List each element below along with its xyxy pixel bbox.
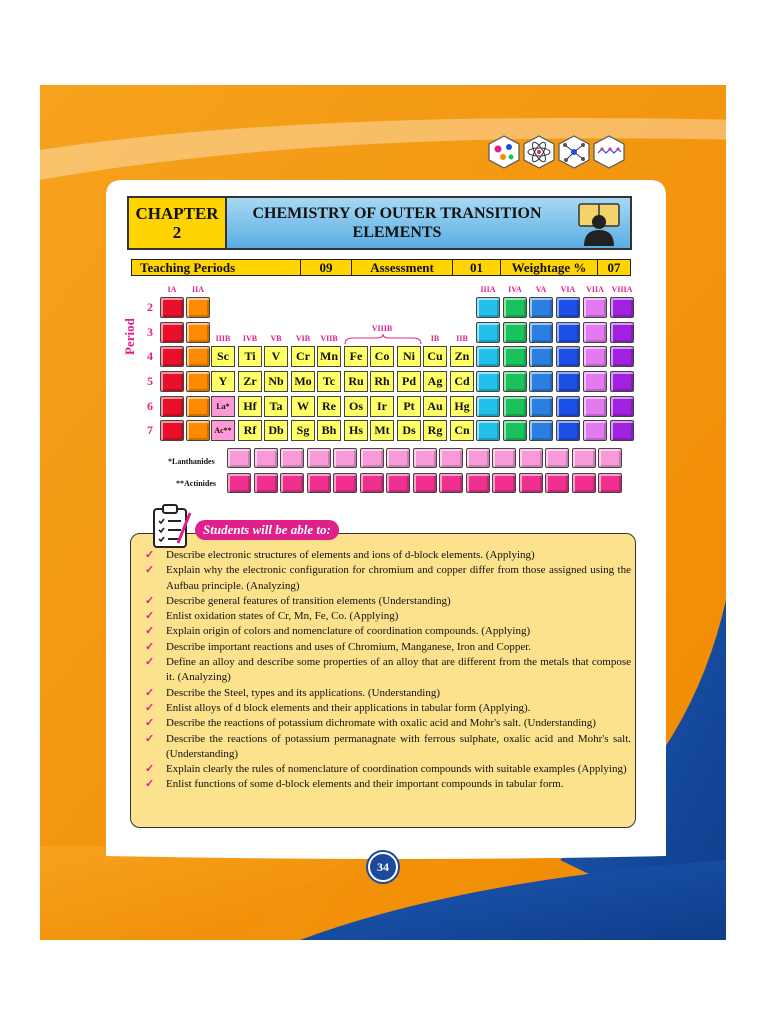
- outcome-item: [145, 732, 631, 763]
- s-block-cell: [186, 322, 210, 343]
- outcome-item: [145, 640, 631, 655]
- outcome-item: [145, 609, 631, 624]
- element-cell: Pd: [397, 371, 421, 392]
- p-block-cell: [610, 297, 634, 318]
- chapter-title-line1: CHEMISTRY OF OUTER TRANSITION: [252, 205, 542, 222]
- p-block-cell: [610, 346, 634, 367]
- element-cell: Ta: [264, 396, 288, 417]
- s-block-cell: [186, 346, 210, 367]
- element-cell: Hg: [450, 396, 474, 417]
- element-cell: Ir: [370, 396, 394, 417]
- actinide-cell: [519, 473, 543, 493]
- period-axis-label: Period: [122, 318, 137, 355]
- group-label: IB: [430, 334, 440, 343]
- outcomes-list: [145, 548, 631, 793]
- course-stats-bar: [131, 259, 631, 276]
- check-icon: ✓: [145, 763, 155, 776]
- check-icon: ✓: [145, 610, 155, 623]
- p-block-cell: [503, 420, 527, 441]
- check-icon: ✓: [145, 564, 155, 577]
- element-cell: Tc: [317, 371, 341, 392]
- p-block-cell: [556, 346, 580, 367]
- lanthanide-cell: [439, 448, 463, 468]
- p-block-cell: [529, 322, 553, 343]
- outcome-text: Enlist functions of some d-block elements and their important compounds in tabular form.: [166, 778, 564, 791]
- lanthanide-cell: [227, 448, 251, 468]
- p-block-cell: [476, 346, 500, 367]
- p-block-cell: [529, 346, 553, 367]
- lanthanide-cell: [254, 448, 278, 468]
- lanthanide-cell: [413, 448, 437, 468]
- element-cell: V: [264, 346, 288, 367]
- p-block-cell: [476, 420, 500, 441]
- outcome-item: [145, 701, 631, 716]
- group-label-viiib: VIIIB: [371, 324, 393, 333]
- lanthanides-label: *Lanthanides: [168, 457, 215, 466]
- outcome-text: Explain why the electronic configuration for chromium and copper differ from those assigned using the Aufbau principle. (Analyzing): [166, 564, 631, 592]
- p-block-cell: [583, 420, 607, 441]
- element-cell: Au: [423, 396, 447, 417]
- outcome-item: [145, 624, 631, 639]
- element-cell: Cu: [423, 346, 447, 367]
- group-label: IA: [167, 285, 177, 294]
- element-cell: Hs: [344, 420, 368, 441]
- checklist-icon: [150, 503, 194, 549]
- lanthanide-cell: [492, 448, 516, 468]
- p-block-cell: [476, 371, 500, 392]
- element-cell: Hf: [238, 396, 262, 417]
- group-label: VIB: [295, 334, 311, 343]
- element-cell: Cr: [291, 346, 315, 367]
- teaching-periods-label: Teaching Periods: [132, 260, 301, 275]
- s-block-cell: [160, 346, 184, 367]
- group-label: IIIB: [215, 334, 231, 343]
- p-block-cell: [583, 297, 607, 318]
- actinide-cell: [333, 473, 357, 493]
- actinide-cell: [466, 473, 490, 493]
- p-block-cell: [583, 346, 607, 367]
- outcome-text: Describe electronic structures of elements and ions of d-block elements. (Applying): [166, 549, 535, 561]
- lanthanide-cell: [598, 448, 622, 468]
- element-cell: Mt: [370, 420, 394, 441]
- element-cell: Os: [344, 396, 368, 417]
- p-block-cell: [503, 346, 527, 367]
- p-block-cell: [529, 396, 553, 417]
- chapter-number: 2: [172, 223, 182, 242]
- s-block-cell: [160, 371, 184, 392]
- period-number: 5: [147, 374, 153, 388]
- p-block-cell: [556, 396, 580, 417]
- s-block-cell: [186, 396, 210, 417]
- group-label: IIA: [191, 285, 204, 294]
- actinide-cell: [413, 473, 437, 493]
- p-block-cell: [529, 420, 553, 441]
- element-cell: Re: [317, 396, 341, 417]
- outcome-text: Describe the reactions of potassium permanagnate with ferrous sulphate, oxalic acid and Mohr's salt. (Understanding): [166, 732, 631, 760]
- network-icon: [557, 135, 591, 169]
- lanthanide-cell: [360, 448, 384, 468]
- outcome-text: Explain origin of colors and nomenclature of coordination compounds. (Applying): [166, 625, 531, 638]
- s-block-cell: [160, 297, 184, 318]
- p-block-cell: [503, 396, 527, 417]
- outcome-text: Enlist alloys of d block elements and their applications in tabular form (Applying).: [166, 701, 531, 714]
- actinide-cell: [227, 473, 251, 493]
- chapter-title: [227, 204, 567, 242]
- element-cell: Ac**: [211, 420, 235, 441]
- group-label: IIIA: [480, 285, 496, 294]
- element-cell: Ag: [423, 371, 447, 392]
- actinide-cell: [254, 473, 278, 493]
- p-block-cell: [503, 322, 527, 343]
- chapter-title-line2: ELEMENTS: [352, 224, 442, 241]
- actinide-cell: [572, 473, 596, 493]
- element-cell: Ni: [397, 346, 421, 367]
- lanthanide-cell: [572, 448, 596, 468]
- p-block-cell: [556, 322, 580, 343]
- period-number: 3: [147, 325, 153, 339]
- lanthanide-cell: [307, 448, 331, 468]
- outcome-item: [145, 594, 631, 609]
- chapter-number-box: [127, 196, 227, 250]
- outcome-text: Enlist oxidation states of Cr, Mn, Fe, Co. (Applying): [166, 610, 399, 623]
- element-cell: Cd: [450, 371, 474, 392]
- outcome-item: [145, 686, 631, 701]
- p-block-cell: [529, 297, 553, 318]
- chapter-label: CHAPTER: [135, 204, 219, 223]
- p-block-cell: [583, 322, 607, 343]
- chain-icon: [592, 135, 626, 169]
- check-icon: ✓: [145, 686, 155, 699]
- element-cell: Fe: [344, 346, 368, 367]
- lanthanide-cell: [466, 448, 490, 468]
- element-cell: La*: [211, 396, 235, 417]
- period-number: 7: [147, 423, 153, 437]
- check-icon: ✓: [145, 717, 155, 730]
- element-cell: Rg: [423, 420, 447, 441]
- assessment-value: 01: [453, 260, 501, 275]
- page-number: 34: [368, 852, 398, 882]
- p-block-cell: [556, 297, 580, 318]
- element-cell: Db: [264, 420, 288, 441]
- s-block-cell: [186, 297, 210, 318]
- check-icon: ✓: [145, 594, 155, 607]
- element-cell: Zr: [238, 371, 262, 392]
- element-cell: Rh: [370, 371, 394, 392]
- outcome-item: [145, 762, 631, 777]
- group-label: VIA: [560, 285, 576, 294]
- p-block-cell: [610, 322, 634, 343]
- actinide-cell: [280, 473, 304, 493]
- p-block-cell: [556, 371, 580, 392]
- outcome-item: [145, 777, 631, 792]
- group-label: VIIB: [320, 334, 338, 343]
- p-block-cell: [503, 297, 527, 318]
- outcome-text: Explain clearly the rules of nomenclature of coordination compounds with suitable examples (Applying): [166, 763, 627, 776]
- lanthanide-cell: [519, 448, 543, 468]
- weightage-value: 07: [607, 259, 621, 275]
- p-block-cell: [583, 396, 607, 417]
- element-cell: Mo: [291, 371, 315, 392]
- actinide-cell: [439, 473, 463, 493]
- outcome-text: Describe important reactions and uses of Chromium, Manganese, Iron and Copper.: [166, 640, 532, 653]
- element-cell: Cn: [450, 420, 474, 441]
- actinide-cell: [598, 473, 622, 493]
- p-block-cell: [610, 420, 634, 441]
- period-number: 4: [147, 349, 153, 363]
- actinide-cell: [360, 473, 384, 493]
- element-cell: Pt: [397, 396, 421, 417]
- actinides-label: **Actinides: [176, 479, 216, 488]
- actinide-cell: [545, 473, 569, 493]
- outcomes-title: Students will be able to:: [195, 520, 339, 540]
- check-icon: ✓: [145, 625, 155, 638]
- p-block-cell: [503, 371, 527, 392]
- s-block-cell: [186, 420, 210, 441]
- group-label: VB: [270, 334, 282, 343]
- outcome-item: [145, 548, 631, 563]
- period-number: 6: [147, 399, 153, 413]
- outcome-item: [145, 655, 631, 686]
- element-cell: Sc: [211, 346, 235, 367]
- element-cell: Ti: [238, 346, 262, 367]
- check-icon: ✓: [145, 778, 155, 791]
- check-icon: ✓: [145, 549, 155, 561]
- outcome-item: [145, 563, 631, 594]
- chapter-title-box: [227, 196, 632, 250]
- p-block-cell: [476, 396, 500, 417]
- lanthanide-cell: [545, 448, 569, 468]
- check-icon: ✓: [145, 732, 155, 745]
- s-block-cell: [160, 322, 184, 343]
- atom-icon: [522, 135, 556, 169]
- s-block-cell: [160, 420, 184, 441]
- lanthanide-cell: [386, 448, 410, 468]
- group-label: VA: [535, 285, 547, 294]
- group-label: VIIA: [586, 285, 604, 294]
- lanthanide-cell: [280, 448, 304, 468]
- element-cell: W: [291, 396, 315, 417]
- element-cell: Ds: [397, 420, 421, 441]
- outcome-item: [145, 716, 631, 731]
- element-cell: Co: [370, 346, 394, 367]
- p-block-cell: [529, 371, 553, 392]
- element-cell: Nb: [264, 371, 288, 392]
- element-cell: Sg: [291, 420, 315, 441]
- element-cell: Bh: [317, 420, 341, 441]
- actinide-cell: [386, 473, 410, 493]
- check-icon: ✓: [145, 640, 155, 653]
- group-label: IVB: [242, 334, 258, 343]
- p-block-cell: [476, 322, 500, 343]
- p-block-cell: [610, 396, 634, 417]
- outcome-text: Describe general features of transition elements (Understanding): [166, 594, 451, 607]
- group-label: IIB: [456, 334, 468, 343]
- lanthanide-cell: [333, 448, 357, 468]
- actinide-cell: [492, 473, 516, 493]
- period-number: 2: [147, 300, 153, 314]
- check-icon: ✓: [145, 656, 155, 669]
- s-block-cell: [160, 396, 184, 417]
- weightage-label: Weightage %: [501, 260, 598, 275]
- outcome-text: Describe the Steel, types and its applications. (Understanding): [166, 686, 441, 699]
- p-block-cell: [476, 297, 500, 318]
- s-block-cell: [186, 371, 210, 392]
- teaching-periods-value: 09: [301, 260, 352, 275]
- element-cell: Zn: [450, 346, 474, 367]
- assessment-label: Assessment: [352, 260, 453, 275]
- element-cell: Rf: [238, 420, 262, 441]
- group-label: IVA: [508, 285, 522, 294]
- element-cell: Y: [211, 371, 235, 392]
- group-label: VIIIA: [611, 285, 633, 294]
- reader-icon: [576, 202, 622, 246]
- outcome-text: Define an alloy and describe some properties of an alloy that are different from the metals that compose it. (Analyzing): [166, 656, 631, 684]
- molecule-icon: [487, 135, 521, 169]
- check-icon: ✓: [145, 701, 155, 714]
- p-block-cell: [556, 420, 580, 441]
- actinide-cell: [307, 473, 331, 493]
- viiib-brace: [343, 333, 423, 345]
- outcome-text: Describe the reactions of potassium dichromate with oxalic acid and Mohr's salt. (Understanding): [166, 717, 596, 730]
- p-block-cell: [610, 371, 634, 392]
- p-block-cell: [583, 371, 607, 392]
- element-cell: Ru: [344, 371, 368, 392]
- element-cell: Mn: [317, 346, 341, 367]
